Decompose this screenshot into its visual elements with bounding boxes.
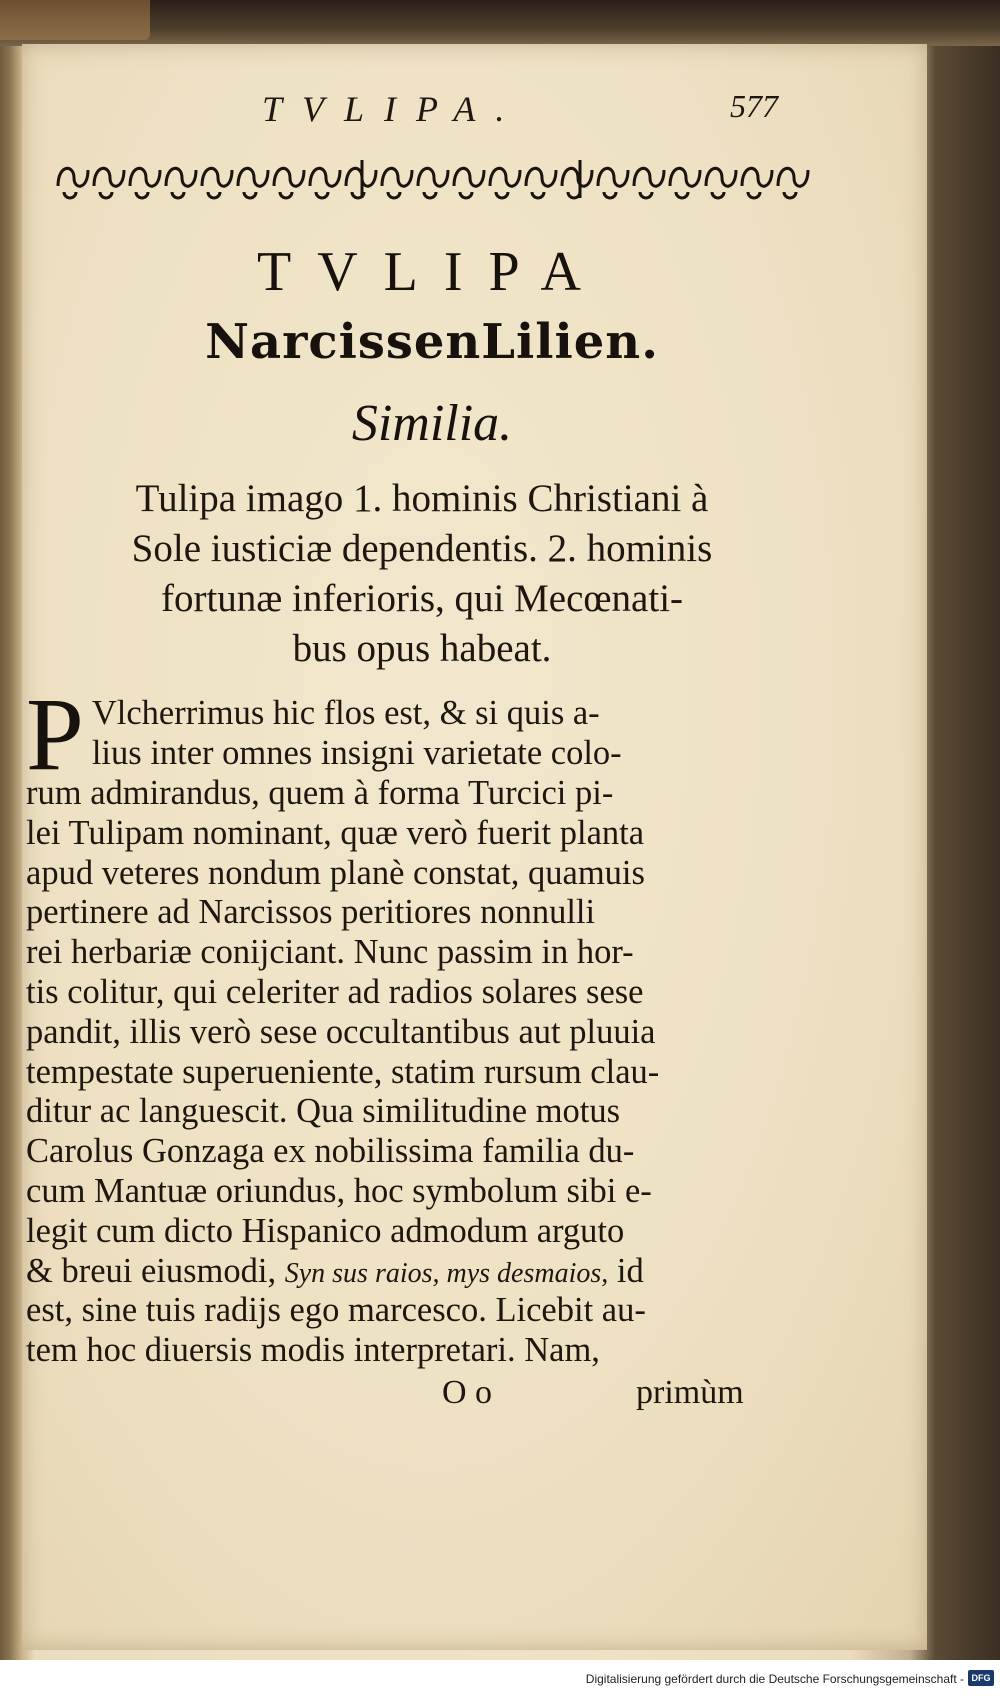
body-line: tis colitur, qui celeriter ad radios solares sese bbox=[26, 972, 644, 1011]
ornament-scroll bbox=[706, 168, 736, 198]
summary-block bbox=[32, 474, 812, 674]
summary-line: bus opus habeat. bbox=[292, 627, 552, 670]
body-line: rei herbariæ coniјciant. Nunc passim in hor- bbox=[26, 933, 634, 972]
body-line: tempestate superueniente, statim rursum clau- bbox=[26, 1052, 660, 1091]
body-line: ditur ac languescit. Qua similitudine motus bbox=[26, 1092, 621, 1131]
ornament-scroll bbox=[130, 168, 160, 198]
digitization-footer bbox=[0, 1662, 1000, 1696]
ornament-scroll bbox=[418, 168, 448, 198]
body-paragraph bbox=[26, 677, 812, 1371]
chapter-title: TVLIPA bbox=[257, 241, 607, 303]
catchword: primùm bbox=[636, 1374, 744, 1411]
ornament-scroll bbox=[778, 168, 808, 198]
body-line: apud veteres nondum planè constat, quamuis bbox=[26, 853, 645, 892]
summary-line: fortunæ inferioris, qui Mecœnati- bbox=[160, 577, 684, 620]
book-page bbox=[22, 44, 927, 1650]
body-line: pandit, illis verò sese occultantibus aut pluuia bbox=[26, 1012, 656, 1051]
body-line: rum admirandus, quem à forma Turcici pi- bbox=[26, 774, 614, 812]
body-line: lius inter omnes insigni varietate colo- bbox=[91, 733, 622, 772]
section-heading: Similia. bbox=[351, 395, 513, 452]
signature-mark: O o bbox=[442, 1374, 493, 1411]
body-line: est, sine tuis radijs ego marcesco. Licebit au- bbox=[26, 1291, 646, 1330]
ornament-scroll bbox=[94, 168, 124, 198]
ornament-scroll bbox=[562, 168, 592, 198]
running-head: TVLIPA. bbox=[262, 89, 525, 129]
body-line: lei Tulipam nominant, quæ verò fuerit planta bbox=[26, 813, 645, 852]
body-line: Vlcherrimus hic flos est, & si quis a- bbox=[91, 694, 600, 732]
ornament-scroll bbox=[310, 168, 340, 198]
ornament-scroll bbox=[238, 168, 268, 198]
decorative-ornament-band bbox=[54, 156, 814, 202]
body-line-end: id bbox=[616, 1251, 644, 1290]
ornament-scroll bbox=[634, 168, 664, 198]
ornament-scroll bbox=[670, 168, 700, 198]
summary-line: Tulipa imago 1. hominis Christiani à bbox=[135, 477, 709, 520]
dfg-logo-badge: DFG bbox=[968, 1670, 994, 1686]
ornament-scroll bbox=[58, 168, 88, 198]
body-line: legit cum dicto Hispanico admodum arguto bbox=[26, 1211, 625, 1250]
ornament-scroll bbox=[526, 168, 556, 198]
ornament-scroll bbox=[598, 168, 628, 198]
ornament-scroll bbox=[166, 168, 196, 198]
ornament-scroll bbox=[454, 168, 484, 198]
body-line: cum Mantuæ oriundus, hoc symbolum sibi e- bbox=[26, 1171, 652, 1210]
ornament-scroll bbox=[742, 168, 772, 198]
ornament-scroll bbox=[490, 168, 520, 198]
footer-credit: Digitalisierung gefördert durch die Deutsche Forschungsgemeinschaft - bbox=[585, 1672, 964, 1686]
top-edge bbox=[0, 0, 1000, 46]
spanish-motto: Syn sus raios, mys desmaios, bbox=[284, 1257, 609, 1289]
drop-cap: P bbox=[26, 677, 84, 792]
catchword-row bbox=[22, 1374, 812, 1414]
ornament-scroll bbox=[274, 168, 304, 198]
binding-tab bbox=[0, 0, 150, 40]
body-line: Carolus Gonzaga ex nobilissima familia du- bbox=[26, 1132, 635, 1171]
page-number: 577 bbox=[730, 88, 778, 124]
body-line: pertinere ad Narcissos peritiores nonnulli bbox=[26, 893, 596, 932]
ornament-scroll bbox=[202, 168, 232, 198]
body-line: tem hoc diuersis modis interpretari. Nam, bbox=[26, 1331, 600, 1370]
summary-line: Sole iusticiæ dependentis. 2. hominis bbox=[131, 527, 713, 570]
ornament-scroll bbox=[382, 168, 412, 198]
body-line-start: & breui eiusmodi, bbox=[26, 1251, 277, 1290]
body-line-with-motto bbox=[26, 1252, 812, 1292]
chapter-subtitle: NarcissenLilien. bbox=[205, 314, 659, 370]
